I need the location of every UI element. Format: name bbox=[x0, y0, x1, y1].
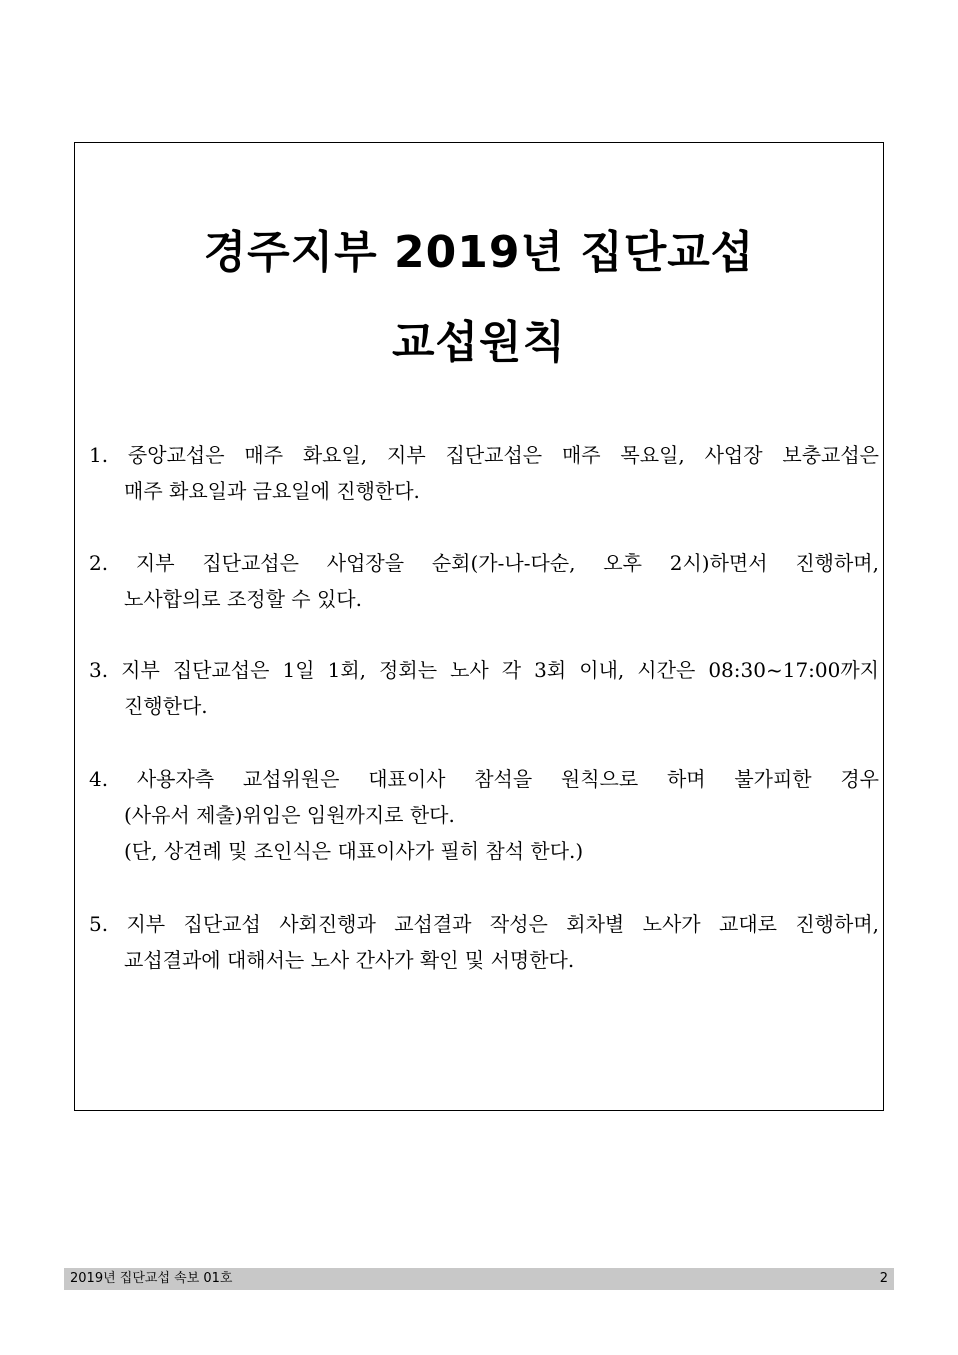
page-footer bbox=[64, 1268, 894, 1290]
footer-page-number: 2 bbox=[879, 1271, 888, 1286]
principle-item-3-line-1: 3. 지부 집단교섭은 1일 1회, 정회는 노사 각 3회 이내, 시간은 08:30~17:00까지 bbox=[89, 658, 879, 682]
footer-bulletin-label: 2019년 집단교섭 속보 01호 bbox=[70, 1271, 233, 1286]
principle-item-2-line-1: 2. 지부 집단교섭은 사업장을 순회(가-나-다순, 오후 2시)하면서 진행하며, bbox=[89, 551, 879, 575]
title-line-2: 교섭원칙 bbox=[391, 317, 566, 368]
principle-item-4 bbox=[89, 761, 879, 869]
principle-item-1-line-1: 1. 중앙교섭은 매주 화요일, 지부 집단교섭은 매주 목요일, 사업장 보충교섭은 bbox=[89, 443, 879, 467]
document-frame bbox=[74, 142, 884, 1111]
principle-item-3-line-2: 진행한다. bbox=[124, 694, 208, 718]
principle-item-5-line-2: 교섭결과에 대해서는 노사 간사가 확인 및 서명한다. bbox=[124, 948, 575, 972]
principle-item-4-line-1: 4. 사용자측 교섭위원은 대표이사 참석을 원칙으로 하며 불가피한 경우 bbox=[89, 767, 879, 791]
title-line-1: 경주지부 2019년 집단교섭 bbox=[203, 227, 755, 278]
principle-item-2-line-2: 노사합의로 조정할 수 있다. bbox=[124, 587, 362, 611]
principle-item-1 bbox=[89, 437, 879, 509]
principle-item-5 bbox=[89, 906, 879, 978]
principle-item-3 bbox=[89, 652, 879, 724]
principle-item-2 bbox=[89, 545, 879, 617]
principle-item-5-line-1: 5. 지부 집단교섭 사회진행과 교섭결과 작성은 회차별 노사가 교대로 진행하며, bbox=[89, 912, 879, 936]
principle-item-4-line-2: (사유서 제출)위임은 임원까지로 한다. bbox=[124, 803, 455, 827]
principle-item-1-line-2: 매주 화요일과 금요일에 진행한다. bbox=[124, 479, 420, 503]
principle-item-4-line-3: (단, 상견례 및 조인식은 대표이사가 필히 참석 한다.) bbox=[124, 839, 584, 863]
